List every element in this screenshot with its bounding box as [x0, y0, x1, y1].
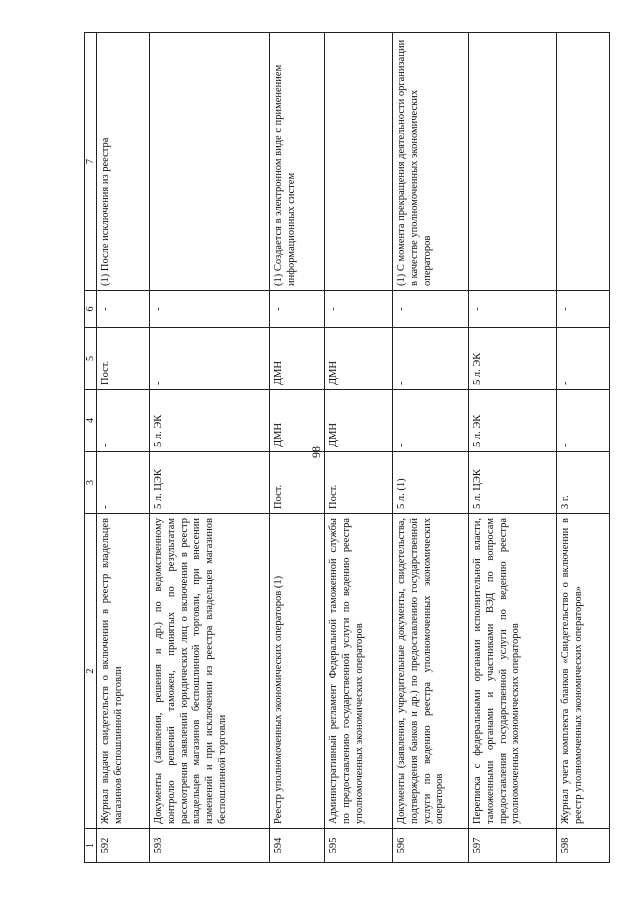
- row-number: 597: [469, 829, 557, 863]
- retention-col-3: Пост.: [270, 452, 325, 514]
- retention-col-6: -: [97, 291, 150, 328]
- document-title: Реестр уполномоченных экономических операторов (1): [270, 514, 325, 829]
- retention-col-6: -: [393, 291, 469, 328]
- column-header: 2: [85, 514, 97, 829]
- retention-col-4: -: [393, 390, 469, 452]
- retention-col-4: 5 л. ЭК: [469, 390, 557, 452]
- column-header: 3: [85, 452, 97, 514]
- note: [325, 33, 393, 291]
- retention-col-5: 5 л. ЭК: [469, 328, 557, 390]
- document-title: Административный регламент Федеральной таможенной службы по предоставлению государственной услуги по ведению реестра уполномоченных экономических операторов: [325, 514, 393, 829]
- retention-col-3: 3 г.: [557, 452, 610, 514]
- note: (1) С момента прекращения деятельности организации в качестве уполномоченных экономических операторов: [393, 33, 469, 291]
- row-number: 594: [270, 829, 325, 863]
- table-row: [393, 33, 469, 863]
- column-header: 4: [85, 390, 97, 452]
- retention-col-5: Пост.: [97, 328, 150, 390]
- row-number: 596: [393, 829, 469, 863]
- rotated-page-content: [84, 33, 584, 863]
- note: (1) После исключения из реестра: [97, 33, 150, 291]
- retention-col-4: ДМН: [270, 390, 325, 452]
- column-number-header-row: [85, 33, 97, 863]
- retention-col-6: -: [270, 291, 325, 328]
- note: [469, 33, 557, 291]
- document-title: Документы (заявления, учредительные документы, свидетельства, подтверждения банков и др.) по предоставлению государственной услуги по ведению реестра уполномоченных экономических операторов: [393, 514, 469, 829]
- retention-col-6: -: [150, 291, 270, 328]
- note: [150, 33, 270, 291]
- table-row: [150, 33, 270, 863]
- retention-col-3: -: [97, 452, 150, 514]
- note: (1) Создается в электронном виде с применением информационных систем: [270, 33, 325, 291]
- retention-col-4: -: [97, 390, 150, 452]
- page-number: 98: [309, 446, 323, 458]
- retention-col-6: -: [557, 291, 610, 328]
- table-row: [325, 33, 393, 863]
- table-row: [469, 33, 557, 863]
- row-number: 592: [97, 829, 150, 863]
- document-title: Журнал выдачи свидетельств о включении в реестр владельцев магазинов беспошлинной торговли: [97, 514, 150, 829]
- retention-col-5: -: [393, 328, 469, 390]
- row-number: 595: [325, 829, 393, 863]
- retention-col-6: -: [469, 291, 557, 328]
- column-header: 5: [85, 328, 97, 390]
- retention-col-4: ДМН: [325, 390, 393, 452]
- retention-col-4: -: [557, 390, 610, 452]
- retention-col-5: ДМН: [325, 328, 393, 390]
- column-header: 7: [85, 33, 97, 291]
- table-row: [557, 33, 610, 863]
- table-row: [270, 33, 325, 863]
- records-retention-table: [84, 32, 610, 863]
- row-number: 593: [150, 829, 270, 863]
- document-title: Журнал учета комплекта бланков «Свидетельство о включении в реестр уполномоченных экономических операторов»: [557, 514, 610, 829]
- document-title: Переписка с федеральными органами исполнительной власти, таможенными органами и участниками ВЭД по вопросам предоставления государственной услуги по ведению реестра уполномоченных экономических операторов: [469, 514, 557, 829]
- row-number: 598: [557, 829, 610, 863]
- document-title: Документы (заявления, решения и др.) по ведомственному контролю решений таможен, принятых по результатам рассмотрения заявлений юридических лиц о включении в реестр владельцев магазинов беспошлинной торговли, при внесении изменений и при исключении из реестра владельцев магазинов беспошлинной торговли: [150, 514, 270, 829]
- column-header: 1: [85, 829, 97, 863]
- retention-col-5: -: [557, 328, 610, 390]
- retention-col-3: 5 л. ЦЭК: [469, 452, 557, 514]
- note: [557, 33, 610, 291]
- retention-col-4: 5 л. ЭК: [150, 390, 270, 452]
- retention-col-5: -: [150, 328, 270, 390]
- table-row: [97, 33, 150, 863]
- retention-col-5: ДМН: [270, 328, 325, 390]
- retention-col-6: -: [325, 291, 393, 328]
- column-header: 6: [85, 291, 97, 328]
- retention-col-3: 5 л. ЦЭК: [150, 452, 270, 514]
- retention-col-3: Пост.: [325, 452, 393, 514]
- retention-col-3: 5 л. (1): [393, 452, 469, 514]
